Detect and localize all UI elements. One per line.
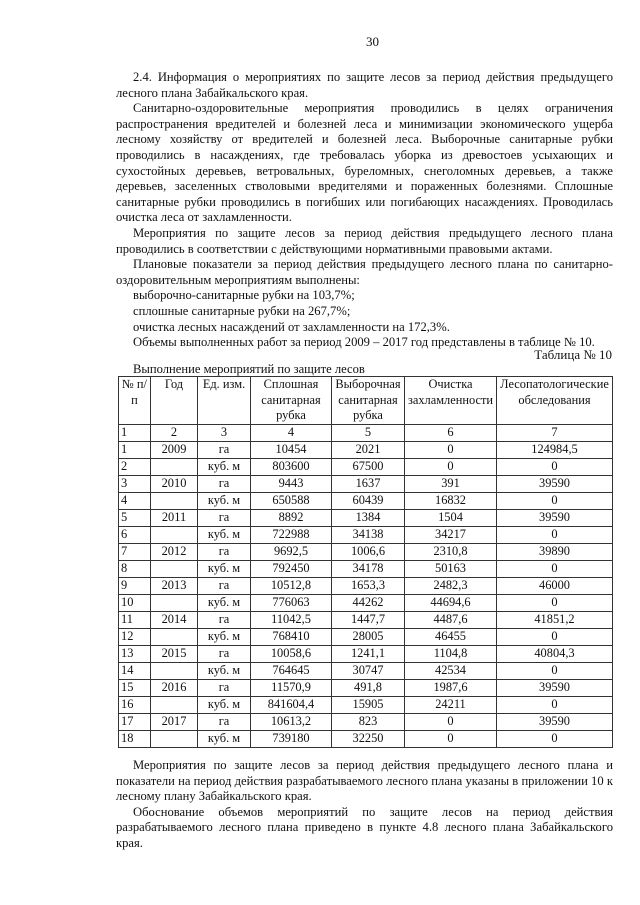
table-cell: 2013 [151,578,198,595]
table-cell: 11570,9 [251,680,332,697]
table-cell: 1987,6 [405,680,497,697]
table-cell: 10 [119,595,151,612]
table-cell: 40804,3 [497,646,613,663]
column-number: 3 [198,425,251,442]
table-cell: 10454 [251,442,332,459]
paragraph: Санитарно-оздоровительные мероприятия проводились в целях ограничения распространения вредителей и болезней леса и минимизации экономического ущерба лесному хозяйству от вредителей и болезней леса. Выборочные санитарные рубки проводились в насаждениях, где требовалась уборка из древостоев усыхающих и сухостойных деревьев, ветровальных, буреломных, снеголомных деревьев, а также деревьев, заселенных стволовыми вредителями и пораженных болезнями. Сплошные санитарные рубки проводились в погибших или погибающих насаждениях. Проводилась очистка леса от захламленности. [116,101,613,225]
paragraph: Мероприятия по защите лесов за период действия предыдущего лесного плана проводились в соответствии с действующими нормативными правовыми актами. [116,225,613,256]
table-cell: 39590 [497,680,613,697]
table-row [119,731,613,748]
column-header: Год [151,377,198,425]
table-row [119,578,613,595]
table-cell: 776063 [251,595,332,612]
paragraph: Плановые показатели за период действия предыдущего лесного плана по санитарно-оздоровительным мероприятиям выполнены: [116,257,613,287]
table-cell: 2482,3 [405,578,497,595]
table-cell: 44694,6 [405,595,497,612]
table-cell: 0 [497,561,613,578]
table-row [119,459,613,476]
column-number-row [119,425,613,442]
table-title: Выполнение мероприятий по защите лесов [133,362,365,376]
table-cell: 41851,2 [497,612,613,629]
protection-table [118,376,613,748]
paragraph: Объемы выполненных работ за период 2009 – 2017 год представлены в таблице № 10. [133,335,595,350]
table-cell: 10058,6 [251,646,332,663]
table-cell: 9692,5 [251,544,332,561]
table-cell: 16832 [405,493,497,510]
table-row [119,595,613,612]
table-row [119,493,613,510]
table-cell: га [198,544,251,561]
table-cell: куб. м [198,731,251,748]
table-cell: куб. м [198,527,251,544]
table-cell: 768410 [251,629,332,646]
paragraph: Обоснование объемов мероприятий по защите лесов на период действия разрабатываемого лесного плана приведено в пункте 4.8 лесного плана Забайкальского края. [116,804,613,850]
table-cell: 1637 [332,476,405,493]
column-number: 2 [151,425,198,442]
table-row [119,544,613,561]
table-cell: 8 [119,561,151,578]
table-cell: 1241,1 [332,646,405,663]
table-cell: 10613,2 [251,714,332,731]
column-number: 6 [405,425,497,442]
table-cell: 0 [497,459,613,476]
table-cell: 0 [497,595,613,612]
table-cell: га [198,714,251,731]
column-number: 4 [251,425,332,442]
table-cell: 0 [497,697,613,714]
table-row [119,680,613,697]
paragraph: Мероприятия по защите лесов за период действия предыдущего лесного плана и показатели на период действия разрабатываемого лесного плана указаны в приложении 10 к лесному плану Забайкальского края. [116,758,613,804]
table-cell: 1447,7 [332,612,405,629]
table-cell: 0 [497,629,613,646]
column-header: № п/п [119,377,151,425]
list-item: очистка лесных насаждений от захламленности на 172,3%. [133,319,450,334]
table-cell: 60439 [332,493,405,510]
table-cell: 841604,4 [251,697,332,714]
table-cell: 39890 [497,544,613,561]
table-cell: га [198,510,251,527]
section-text-top [116,70,613,351]
table-row [119,646,613,663]
table-row [119,663,613,680]
table-cell: 7 [119,544,151,561]
table-cell: 46455 [405,629,497,646]
table-cell: га [198,476,251,493]
table-cell [151,459,198,476]
table-row [119,561,613,578]
table-cell: 2012 [151,544,198,561]
table-cell: 2015 [151,646,198,663]
table-cell: 0 [497,731,613,748]
table-cell: 15905 [332,697,405,714]
column-number: 1 [119,425,151,442]
table-cell: 2021 [332,442,405,459]
list-item: сплошные санитарные рубки на 267,7%; [133,303,351,318]
table-cell: 50163 [405,561,497,578]
table-cell: 17 [119,714,151,731]
table-cell: 823 [332,714,405,731]
table-cell: 739180 [251,731,332,748]
table-cell: куб. м [198,595,251,612]
table-cell: 1653,3 [332,578,405,595]
table-cell: 39590 [497,476,613,493]
table-cell: га [198,612,251,629]
table-cell: 34138 [332,527,405,544]
table-row [119,510,613,527]
table-row [119,476,613,493]
table-cell: куб. м [198,493,251,510]
column-header: Ед. изм. [198,377,251,425]
table-row [119,697,613,714]
table-cell [151,663,198,680]
table-cell: 4487,6 [405,612,497,629]
column-number: 5 [332,425,405,442]
table-cell: куб. м [198,561,251,578]
table-cell: 3 [119,476,151,493]
page-number: 30 [366,34,379,49]
table-cell: 6 [119,527,151,544]
table-cell: 18 [119,731,151,748]
table-cell: 0 [405,714,497,731]
table-cell: 9443 [251,476,332,493]
column-header: Выборочная санитарная рубка [332,377,405,425]
table-cell [151,595,198,612]
table-cell: га [198,680,251,697]
table-cell: 32250 [332,731,405,748]
table-cell: 9 [119,578,151,595]
table-cell: га [198,646,251,663]
section-text-bottom [116,758,613,852]
table-cell: куб. м [198,629,251,646]
column-header: Очистка захламленности [405,377,497,425]
table-row [119,442,613,459]
table-cell: 722988 [251,527,332,544]
table-cell: 13 [119,646,151,663]
table-cell: 11042,5 [251,612,332,629]
table-cell [151,527,198,544]
table-cell: 5 [119,510,151,527]
table-cell: 2017 [151,714,198,731]
table-cell: 14 [119,663,151,680]
table-cell: 39590 [497,510,613,527]
table-cell: 1006,6 [332,544,405,561]
table-cell: 12 [119,629,151,646]
table-row [119,527,613,544]
table-cell: 15 [119,680,151,697]
table-cell: 2310,8 [405,544,497,561]
table-cell: 0 [405,731,497,748]
table-cell: 0 [497,493,613,510]
table-cell: 650588 [251,493,332,510]
table-cell: 2011 [151,510,198,527]
list-item: выборочно-санитарные рубки на 103,7%; [133,288,355,303]
table-row [119,612,613,629]
table-cell: 803600 [251,459,332,476]
table-cell: 0 [405,442,497,459]
table-cell: 34217 [405,527,497,544]
table-cell [151,493,198,510]
table-cell: куб. м [198,459,251,476]
table-row [119,714,613,731]
table-cell: 10512,8 [251,578,332,595]
table-cell: 792450 [251,561,332,578]
table-cell: 1504 [405,510,497,527]
table-cell: 46000 [497,578,613,595]
table-cell: 4 [119,493,151,510]
paragraph: 2.4. Информация о мероприятиях по защите лесов за период действия предыдущего лесного плана Забайкальского края. [116,70,613,100]
table-cell: 391 [405,476,497,493]
table-cell [151,561,198,578]
table-cell [151,697,198,714]
table-cell: 2009 [151,442,198,459]
table-cell [151,629,198,646]
table-cell: 11 [119,612,151,629]
table-cell: 764645 [251,663,332,680]
table-cell: куб. м [198,697,251,714]
table-cell: 1384 [332,510,405,527]
table-cell: 42534 [405,663,497,680]
table-cell: 24211 [405,697,497,714]
table-cell: 0 [497,663,613,680]
table-cell: га [198,578,251,595]
table-cell: 1 [119,442,151,459]
table-cell: 16 [119,697,151,714]
table-label: Таблица № 10 [534,347,612,362]
table-cell: 2 [119,459,151,476]
table-cell: 39590 [497,714,613,731]
column-number: 7 [497,425,613,442]
table-cell [151,731,198,748]
table-cell: 28005 [332,629,405,646]
column-header: Сплошная санитарная рубка [251,377,332,425]
table-cell: 1104,8 [405,646,497,663]
table-row [119,629,613,646]
table-cell: 2016 [151,680,198,697]
table-cell: 124984,5 [497,442,613,459]
table-cell: 0 [497,527,613,544]
table-cell: 44262 [332,595,405,612]
table-cell: 2014 [151,612,198,629]
table-cell: куб. м [198,663,251,680]
table-cell: 8892 [251,510,332,527]
table-cell: 30747 [332,663,405,680]
table-cell: 0 [405,459,497,476]
table-cell: га [198,442,251,459]
table-cell: 34178 [332,561,405,578]
table-cell: 491,8 [332,680,405,697]
column-header: Лесопатологические обследования [497,377,613,425]
table-cell: 2010 [151,476,198,493]
table-cell: 67500 [332,459,405,476]
